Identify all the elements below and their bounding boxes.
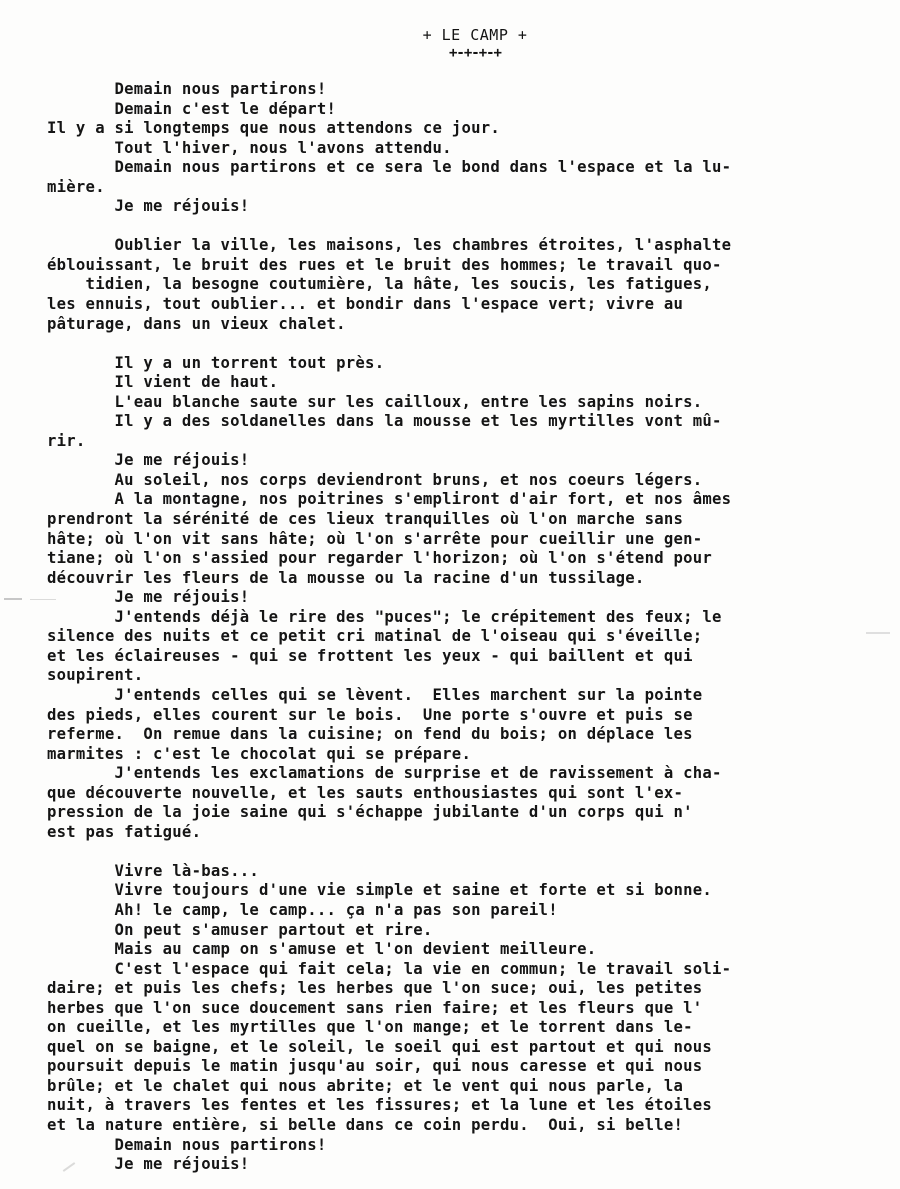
text-line: Oublier la ville, les maisons, les chambres étroites, l'asphalte [47, 236, 732, 255]
text-line: A la montagne, nos poitrines s'empliront d'air fort, et nos âmes [47, 490, 732, 509]
text-line: hâte; où l'on vit sans hâte; où l'on s'arrête pour cueillir une gen- [47, 529, 703, 548]
text-line: que découverte nouvelle, et les sauts enthousiastes qui sont l'ex- [47, 783, 684, 802]
text-line: Je me réjouis! [47, 451, 250, 470]
text-line: Demain c'est le départ! [47, 99, 337, 118]
text-line: quel on se baigne, et le soleil, le soeil qui est partout et qui nous [47, 1037, 713, 1056]
text-line: Vivre là-bas... [47, 861, 260, 880]
text-line: marmites : c'est le chocolat qui se prépare. [47, 744, 472, 763]
text-line: Ah! le camp, le camp... ça n'a pas son pareil! [47, 900, 558, 919]
text-line: tidien, la besogne coutumière, la hâte, les soucis, les fatigues, [47, 275, 713, 294]
text-line: pâturage, dans un vieux chalet. [47, 314, 346, 333]
text-line: J'entends déjà le rire des "puces"; le crépitement des feux; le [47, 607, 722, 626]
text-line: silence des nuits et ce petit cri matinal de l'oiseau qui s'éveille; [47, 627, 703, 646]
text-line: et la nature entière, si belle dans ce coin perdu. Oui, si belle! [47, 1115, 684, 1134]
text-line: Il y a si longtemps que nous attendons ce jour. [47, 119, 500, 138]
blank-line [47, 334, 877, 354]
text-line: tiane; où l'on s'assied pour regarder l'horizon; où l'on s'étend pour [47, 549, 713, 568]
text-line: des pieds, elles courent sur le bois. Une porte s'ouvre et puis se [47, 705, 693, 724]
scan-speck-left-2 [30, 599, 56, 600]
text-line: on cueille, et les myrtilles que l'on mange; et le torrent dans le- [47, 1018, 693, 1037]
text-line: rir. [47, 431, 86, 450]
title-underline-ornament: +-+-+-+ [448, 45, 501, 61]
text-line: J'entends les exclamations de surprise et de ravissement à cha- [47, 764, 722, 783]
text-line: les ennuis, tout oublier... et bondir dans l'espace vert; vivre au [47, 295, 684, 314]
scan-speck-left [4, 598, 22, 600]
text-line: referme. On remue dans la cuisine; on fend du bois; on déplace les [47, 725, 693, 744]
text-line: soupirent. [47, 666, 144, 685]
scan-speck-right [866, 632, 890, 634]
text-line: poursuit depuis le matin jusqu'au soir, qui nous caresse et qui nous [47, 1057, 703, 1076]
text-line: brûle; et le chalet qui nous abrite; et le vent qui nous parle, la [47, 1076, 684, 1095]
text-line: Il y a un torrent tout près. [47, 353, 385, 372]
text-line: Je me réjouis! [47, 588, 250, 607]
text-line: découvrir les fleurs de la mousse ou la racine d'un tussilage. [47, 568, 645, 587]
blank-line [47, 217, 877, 237]
text-line: et les éclaireuses - qui se frottent les yeux - qui baillent et qui [47, 646, 693, 665]
text-line: herbes que l'on suce doucement sans rien faire; et les fleurs que l' [47, 998, 703, 1017]
blank-line [47, 842, 877, 862]
text-line: Tout l'hiver, nous l'avons attendu. [47, 138, 452, 157]
text-line: nuit, à travers les fentes et les fissures; et la lune et les étoiles [47, 1096, 713, 1115]
text-line: Il y a des soldanelles dans la mousse et les myrtilles vont mû- [47, 412, 722, 431]
text-line: On peut s'amuser partout et rire. [47, 920, 433, 939]
text-line: est pas fatigué. [47, 822, 202, 841]
text-line: prendront la sérénité de ces lieux tranquilles où l'on marche sans [47, 510, 684, 529]
text-line: mière. [47, 177, 105, 196]
text-line: Je me réjouis! [47, 1155, 250, 1174]
text-line: Demain nous partirons! [47, 80, 327, 98]
text-line: Je me réjouis! [47, 197, 250, 216]
text-line: J'entends celles qui se lèvent. Elles marchent sur la pointe [47, 685, 703, 704]
text-line: daire; et puis les chefs; les herbes que l'on suce; oui, les petites [47, 979, 703, 998]
text-line: Au soleil, nos corps deviendront bruns, et nos coeurs légers. [47, 470, 703, 489]
text-line: Vivre toujours d'une vie simple et saine et forte et si bonne. [47, 881, 713, 900]
text-line: éblouissant, le bruit des rues et le bruit des hommes; le travail quo- [47, 255, 722, 274]
page-title: + LE CAMP + [422, 26, 528, 44]
text-line: Mais au camp on s'amuse et l'on devient meilleure. [47, 940, 597, 959]
text-line: pression de la joie saine qui s'échappe jubilante d'un corps qui n' [47, 803, 693, 822]
text-line: Il vient de haut. [47, 373, 279, 392]
poem-body [47, 80, 877, 1175]
text-line: L'eau blanche saute sur les cailloux, entre les sapins noirs. [47, 392, 703, 411]
text-line: C'est l'espace qui fait cela; la vie en commun; le travail soli- [47, 959, 732, 978]
text-line: Demain nous partirons et ce sera le bond dans l'espace et la lu- [47, 158, 732, 177]
text-line: Demain nous partirons! [47, 1135, 327, 1154]
